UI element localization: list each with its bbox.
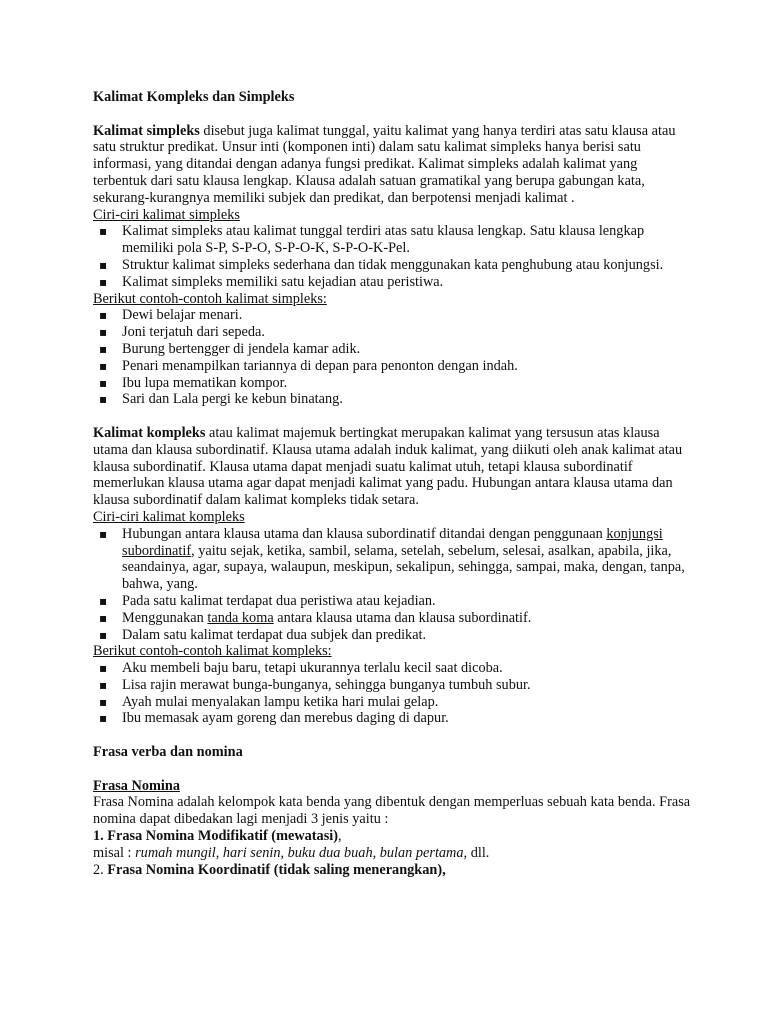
list-item: ▪ Sari dan Lala pergi ke kebun binatang.: [93, 391, 693, 408]
simpleks-contoh-list: [93, 307, 693, 408]
kompleks-ciri-list: [93, 526, 693, 644]
frasa-item-2-number: 2.: [93, 861, 108, 878]
kompleks-contoh-heading: Berikut contoh-contoh kalimat kompleks:: [93, 643, 332, 660]
list-item: ▪ Burung bertengger di jendela kamar adik.: [93, 341, 693, 358]
list-item: ▪ Pada satu kalimat terdapat dua peristiwa atau kejadian.: [93, 593, 693, 610]
list-item: ▪ Ibu lupa mematikan kompor.: [93, 375, 693, 392]
misal-label: misal :: [93, 844, 136, 861]
list-item: [93, 526, 693, 593]
list-item-text: antara klausa utama dan klausa subordinatif.: [273, 609, 532, 626]
simpleks-contoh-heading: Berikut contoh-contoh kalimat simpleks:: [93, 290, 327, 307]
list-item-text: , yaitu sejak, ketika, sambil, selama, setelah, sebelum, selesai, asalkan, apabila, jika, seandainya, agar, supaya, walaupun, meskipun, sekalipun, sehingga, sampai, maka, dengan, tanpa, bahwa, yang.: [122, 542, 685, 593]
konjungsi-subordinatif-link[interactable]: konjungsi subordinatif: [122, 525, 663, 559]
misal-examples: rumah mungil, hari senin, buku dua buah, bulan pertama: [135, 844, 464, 861]
list-item: ▪ Ibu memasak ayam goreng dan merebus daging di dapur.: [93, 710, 693, 727]
tanda-koma-link[interactable]: tanda koma: [207, 609, 274, 626]
list-item-text: Menggunakan: [122, 609, 208, 626]
frasa-item-1: [93, 828, 693, 845]
simpleks-ciri-list: [93, 223, 693, 290]
list-item: ▪ Joni terjatuh dari sepeda.: [93, 324, 693, 341]
frasa-nomina-heading-text: Frasa Nomina: [93, 777, 180, 794]
document-title: Kalimat Kompleks dan Simpleks: [93, 89, 295, 105]
frasa-heading-text: Frasa verba dan nomina: [93, 744, 243, 761]
frasa-item-1-comma: ,: [338, 828, 342, 845]
list-item: ▪ Aku membeli baju baru, tetapi ukurannya terlalu kecil saat dicoba.: [93, 660, 693, 677]
list-item: ▪ Dalam satu kalimat terdapat dua subjek dan predikat.: [93, 627, 693, 644]
simpleks-paragraph: [93, 123, 693, 207]
simpleks-body: disebut juga kalimat tunggal, yaitu kalimat yang hanya terdiri atas satu klausa atau satu struktur predikat. Unsur inti (komponen inti) dalam satu kalimat simpleks hanya berisi satu informasi, yang ditandai dengan adanya fungsi predikat. Kalimat simpleks adalah kalimat yang terbentuk dari satu klausa lengkap. Klausa adalah satuan gramatikal yang berupa gabungan kata, sekurang-kurangnya memiliki subjek dan predikat, dan berpotensi menjadi kalimat .: [93, 122, 676, 206]
kompleks-contoh-list: [93, 660, 693, 727]
frasa-nomina-body: Frasa Nomina adalah kelompok kata benda yang dibentuk dengan memperluas sebuah kata benda. Frasa nomina dapat dibedakan lagi menjadi 3 jenis yaitu :: [93, 794, 691, 828]
document-content: [93, 89, 693, 878]
frasa-item-2: [93, 862, 693, 879]
list-item: ▪ Kalimat simpleks memiliki satu kejadian atau peristiwa.: [93, 274, 693, 291]
kompleks-paragraph: [93, 425, 693, 509]
frasa-heading: [93, 744, 693, 761]
list-item: ▪ Penari menampilkan tariannya di depan para penonton dengan indah.: [93, 358, 693, 375]
frasa-item-2-text: Frasa Nomina Koordinatif (tidak saling menerangkan),: [107, 861, 446, 878]
kompleks-ciri-heading: Ciri-ciri kalimat kompleks: [93, 508, 245, 525]
list-item: ▪ Dewi belajar menari.: [93, 307, 693, 324]
simpleks-term: Kalimat simpleks: [93, 122, 200, 139]
simpleks-ciri-heading: Ciri-ciri kalimat simpleks: [93, 206, 240, 223]
list-item-text: Hubungan antara klausa utama dan klausa subordinatif ditandai dengan penggunaan: [122, 525, 607, 542]
list-item: [93, 610, 693, 627]
kompleks-term: Kalimat kompleks: [93, 424, 206, 441]
frasa-item-1-text: 1. Frasa Nomina Modifikatif (mewatasi): [93, 828, 339, 845]
kompleks-body: atau kalimat majemuk bertingkat merupakan kalimat yang tersusun atas klausa utama dan klausa subordinatif. Klausa utama adalah induk kalimat, yang diikuti oleh anak kalimat atau klausa subordinatif. Klausa utama dapat menjadi suatu kalimat utuh, tetapi klausa subordinatif memerlukan klausa utama agar dapat menjadi kalimat yang padu. Hubungan antara klausa utama dan klausa subordinatif dalam kalimat kompleks tidak setara.: [93, 424, 683, 509]
frasa-nomina-heading: [93, 778, 693, 795]
misal-end: , dll.: [463, 844, 490, 861]
list-item: ▪ Kalimat simpleks atau kalimat tunggal terdiri atas satu klausa lengkap. Satu klausa lengkap memiliki pola S-P, S-P-O, S-P-O-K, S-P-O-K-Pel.: [93, 223, 693, 257]
frasa-misal: [93, 845, 693, 862]
list-item: ▪ Lisa rajin merawat bunga-bunganya, sehingga bunganya tumbuh subur.: [93, 677, 693, 694]
list-item: ▪ Ayah mulai menyalakan lampu ketika hari mulai gelap.: [93, 694, 693, 711]
list-item: ▪ Struktur kalimat simpleks sederhana dan tidak menggunakan kata penghubung atau konjungsi.: [93, 257, 693, 274]
